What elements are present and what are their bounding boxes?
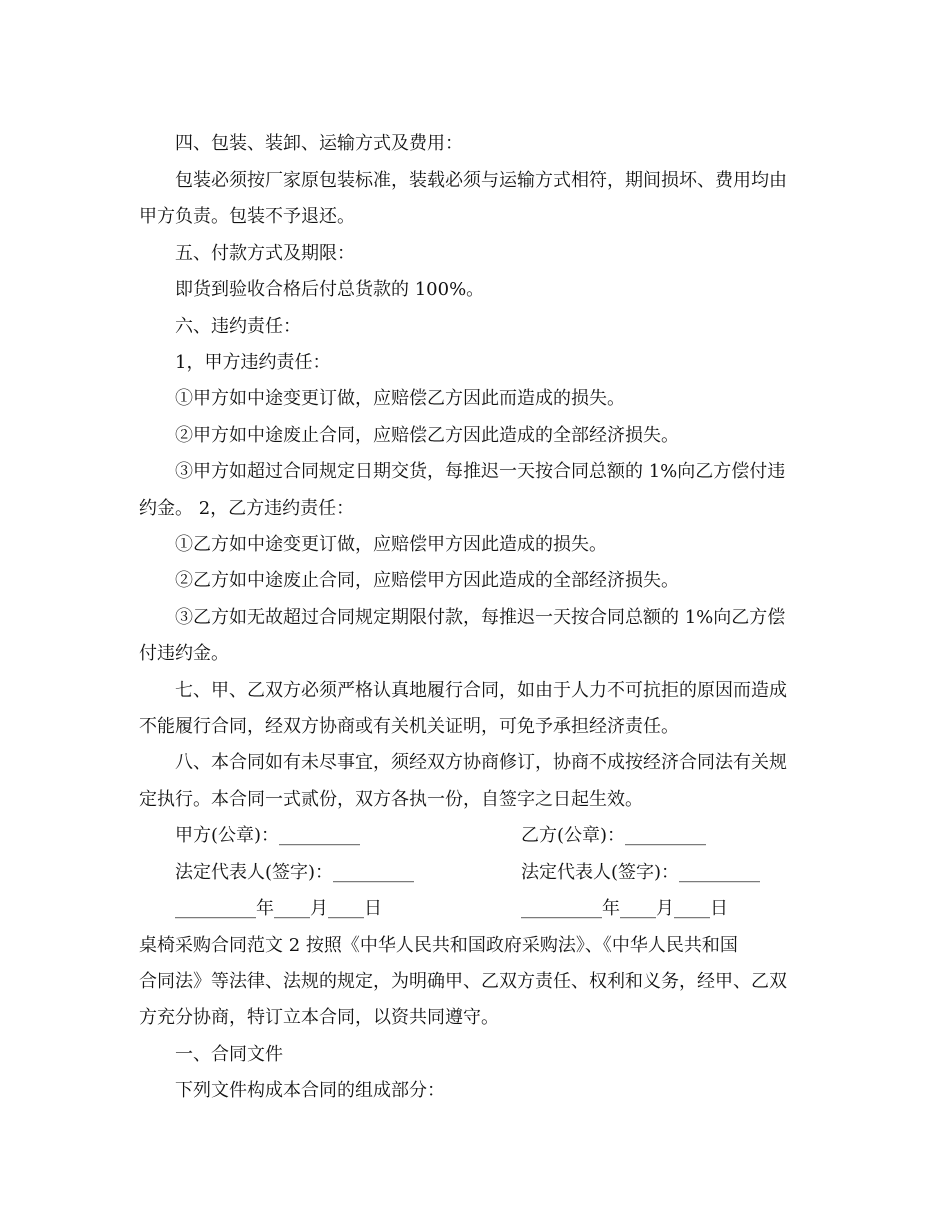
list-item: ③甲方如超过合同规定日期交货，每推迟一天按合同总额的 1%向乙方偿付违: [175, 461, 786, 482]
paragraph-line: 付违约金。: [139, 643, 229, 664]
paragraph-line: 方充分协商，特订立本合同，以资共同遵守。: [139, 1007, 499, 1028]
party-b-representative-field: 法定代表人(签字)：_________: [521, 862, 761, 883]
paragraph-line: 合同法》等法律、法规的规定，为明确甲、乙双方责任、权利和义务，经甲、乙双: [139, 971, 787, 992]
paragraph-line: 包装必须按厂家原包装标准，装载必须与运输方式相符，期间损坏、费用均由: [175, 170, 787, 191]
paragraph-line: 甲方负责。包装不予退还。: [139, 206, 355, 227]
subsection-heading: 1，甲方违约责任：: [175, 352, 331, 373]
section-heading: 六、违约责任：: [175, 316, 301, 337]
paragraph-line: 桌椅采购合同范文 2 按照《中华人民共和国政府采购法》、《中华人民共和国: [139, 935, 738, 956]
party-a-seal-field: 甲方(公章)：_________: [175, 825, 361, 846]
list-item: ③乙方如无故超过合同规定期限付款，每推迟一天按合同总额的 1%向乙方偿: [175, 607, 786, 628]
paragraph-line: 即货到验收合格后付总货款的 100%。: [175, 279, 485, 300]
party-b-date-field: _________年____月____日: [521, 898, 728, 919]
party-a-representative-field: 法定代表人(签字)：_________: [175, 862, 415, 883]
list-item: ①甲方如中途变更订做，应赔偿乙方因此而造成的损失。: [175, 388, 625, 409]
section-heading: 五、付款方式及期限：: [175, 243, 355, 264]
paragraph-line: 七、甲、乙双方必须严格认真地履行合同，如由于人力不可抗拒的原因而造成: [175, 680, 787, 701]
paragraph-line: 约金。 2，乙方违约责任：: [139, 498, 355, 519]
paragraph-line: 不能履行合同，经双方协商或有关机关证明，可免予承担经济责任。: [139, 716, 679, 737]
list-item: ②乙方如中途废止合同，应赔偿甲方因此造成的全部经济损失。: [175, 570, 679, 591]
list-item: ②甲方如中途废止合同，应赔偿乙方因此造成的全部经济损失。: [175, 425, 679, 446]
party-b-seal-field: 乙方(公章)：_________: [521, 825, 707, 846]
paragraph-line: 定执行。本合同一式贰份，双方各执一份，自签字之日起生效。: [139, 789, 643, 810]
section-heading: 四、包装、装卸、运输方式及费用：: [175, 133, 463, 154]
section-heading: 一、合同文件: [175, 1044, 283, 1065]
paragraph-line: 下列文件构成本合同的组成部分：: [175, 1080, 445, 1101]
party-a-date-field: _________年____月____日: [175, 898, 382, 919]
list-item: ①乙方如中途变更订做，应赔偿甲方因此造成的损失。: [175, 534, 607, 555]
paragraph-line: 八、本合同如有未尽事宜，须经双方协商修订，协商不成按经济合同法有关规: [175, 752, 787, 773]
